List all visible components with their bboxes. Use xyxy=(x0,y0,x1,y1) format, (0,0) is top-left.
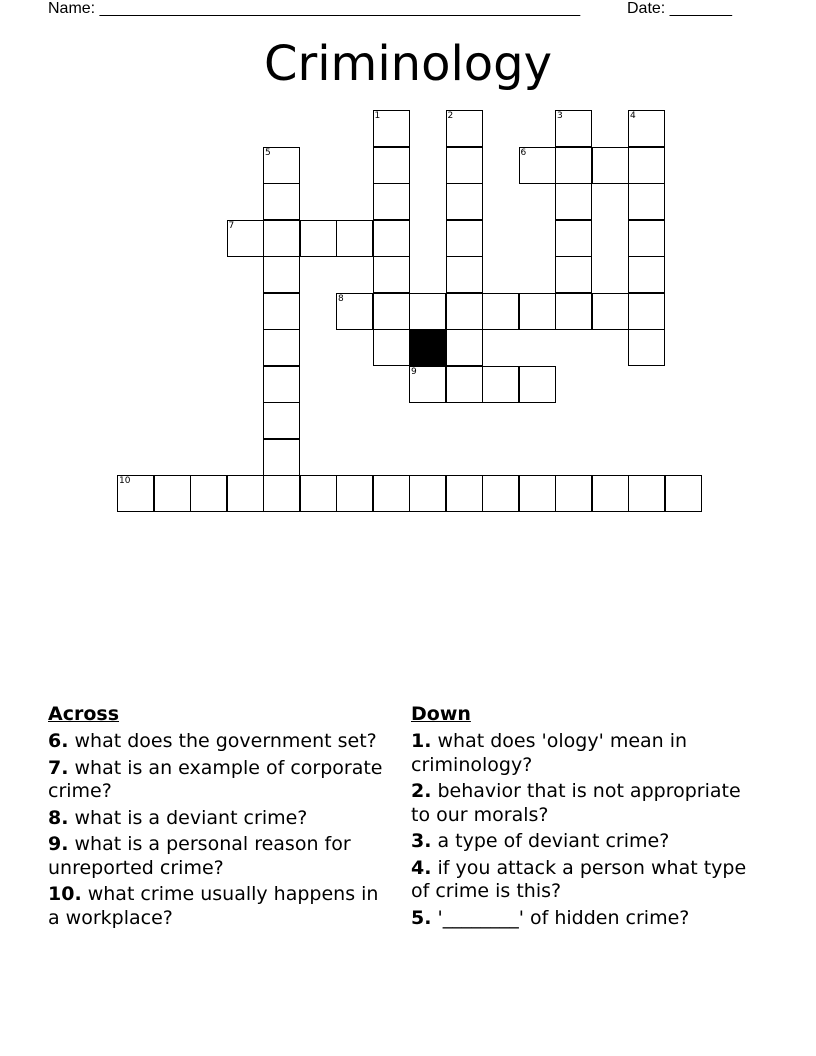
cell-number: 3 xyxy=(557,111,563,121)
crossword-cell[interactable] xyxy=(190,475,227,512)
clue-number: 7. xyxy=(48,756,69,779)
crossword-cell[interactable] xyxy=(227,220,264,257)
crossword-cell[interactable] xyxy=(628,256,665,293)
crossword-cell[interactable] xyxy=(373,147,410,184)
crossword-cell[interactable] xyxy=(263,439,300,476)
cell-number: 10 xyxy=(119,476,131,486)
clue-number: 6. xyxy=(48,730,69,752)
clue-number: 9. xyxy=(48,833,69,855)
across-clues xyxy=(48,703,393,933)
crossword-cell[interactable] xyxy=(519,147,556,184)
crossword-cell[interactable] xyxy=(628,475,665,512)
crossword-block xyxy=(409,329,446,366)
clue-number: 2. xyxy=(411,780,432,802)
clue-number: 3. xyxy=(411,830,432,852)
crossword-cell[interactable] xyxy=(373,110,410,147)
crossword-cell[interactable] xyxy=(628,183,665,220)
cell-number: 9 xyxy=(411,366,417,377)
crossword-cell[interactable] xyxy=(555,475,592,512)
crossword-cell[interactable] xyxy=(482,366,519,403)
clue-across xyxy=(48,883,393,930)
crossword-cell[interactable] xyxy=(373,475,410,512)
crossword-cell[interactable] xyxy=(592,475,629,512)
clue-number: 10. xyxy=(48,883,82,905)
crossword-cell[interactable] xyxy=(227,475,264,512)
clue-text: '________' of hidden crime? xyxy=(437,906,690,929)
clue-down xyxy=(411,857,751,904)
crossword-cell[interactable] xyxy=(446,329,483,366)
crossword-cell[interactable] xyxy=(300,220,337,257)
name-field[interactable]: Name: ______________________________________________________ xyxy=(48,0,581,17)
crossword-cell[interactable] xyxy=(154,475,191,512)
crossword-cell[interactable] xyxy=(482,475,519,512)
crossword-cell[interactable] xyxy=(628,329,665,366)
crossword-cell[interactable] xyxy=(446,110,483,147)
crossword-cell[interactable] xyxy=(555,256,592,293)
crossword-cell[interactable] xyxy=(373,220,410,257)
cell-number: 1 xyxy=(374,111,381,121)
crossword-cell[interactable] xyxy=(263,329,300,366)
crossword-cell[interactable] xyxy=(336,220,373,257)
clue-text: what is a personal reason for unreported crime? xyxy=(48,833,351,879)
clue-across xyxy=(48,833,393,880)
crossword-cell[interactable] xyxy=(555,147,592,184)
across-heading: Across xyxy=(48,703,120,725)
crossword-cell[interactable] xyxy=(263,147,300,184)
crossword-cell[interactable] xyxy=(519,475,556,512)
crossword-cell[interactable] xyxy=(373,293,410,330)
crossword-cell[interactable] xyxy=(446,220,483,257)
crossword-cell[interactable] xyxy=(446,366,483,403)
clue-down xyxy=(411,907,751,931)
crossword-cell[interactable] xyxy=(519,366,556,403)
crossword-cell[interactable] xyxy=(446,475,483,512)
clue-across xyxy=(48,730,393,754)
clue-across xyxy=(48,757,393,804)
clue-text: what is a deviant crime? xyxy=(74,806,308,829)
cell-number: 2 xyxy=(447,111,454,121)
crossword-cell[interactable] xyxy=(117,475,154,512)
cell-number: 7 xyxy=(228,220,235,231)
clue-number: 4. xyxy=(411,856,432,879)
crossword-cell[interactable] xyxy=(373,329,410,366)
crossword-cell[interactable] xyxy=(446,183,483,220)
crossword-cell[interactable] xyxy=(555,293,592,330)
clue-text: behavior that is not appropriate to our morals? xyxy=(411,780,741,826)
crossword-cell[interactable] xyxy=(592,293,629,330)
clue-text: what does the government set? xyxy=(74,730,377,752)
crossword-cell[interactable] xyxy=(628,293,665,330)
crossword-cell[interactable] xyxy=(263,256,300,293)
clue-down xyxy=(411,730,751,777)
clue-text: what is an example of corporate crime? xyxy=(48,756,383,802)
crossword-cell[interactable] xyxy=(263,183,300,220)
clue-number: 8. xyxy=(48,806,69,829)
down-clues xyxy=(411,703,751,933)
clue-across xyxy=(48,807,393,831)
crossword-cell[interactable] xyxy=(446,147,483,184)
clue-down xyxy=(411,780,751,827)
crossword-cell[interactable] xyxy=(555,183,592,220)
cell-number: 4 xyxy=(630,111,636,121)
clue-number: 5. xyxy=(411,906,432,929)
crossword-cell[interactable] xyxy=(519,293,556,330)
crossword-cell[interactable] xyxy=(665,475,702,512)
cell-number: 8 xyxy=(338,293,344,304)
crossword-cell[interactable] xyxy=(263,293,300,330)
crossword-cell[interactable] xyxy=(263,402,300,439)
clue-text: a type of deviant crime? xyxy=(437,830,670,852)
crossword-cell[interactable] xyxy=(628,110,665,147)
down-heading: Down xyxy=(411,703,471,725)
cell-number: 6 xyxy=(520,147,527,158)
crossword-cell[interactable] xyxy=(263,220,300,257)
crossword-cell[interactable] xyxy=(446,293,483,330)
crossword-cell[interactable] xyxy=(263,366,300,403)
crossword-cell[interactable] xyxy=(628,220,665,257)
crossword-cell[interactable] xyxy=(373,183,410,220)
crossword-cell[interactable] xyxy=(409,293,446,330)
crossword-cell[interactable] xyxy=(628,147,665,184)
crossword-cell[interactable] xyxy=(409,475,446,512)
clue-text: what crime usually happens in a workplace? xyxy=(48,883,379,929)
crossword-cell[interactable] xyxy=(373,256,410,293)
crossword-cell[interactable] xyxy=(300,475,337,512)
crossword-cell[interactable] xyxy=(555,110,592,147)
crossword-cell[interactable] xyxy=(336,475,373,512)
crossword-cell[interactable] xyxy=(482,293,519,330)
date-field[interactable]: Date: _______ xyxy=(627,0,732,17)
crossword-cell[interactable] xyxy=(409,366,446,403)
clue-text: if you attack a person what type of crime is this? xyxy=(411,856,747,902)
clue-number: 1. xyxy=(411,730,432,752)
page-title: Criminology xyxy=(263,36,553,92)
crossword-cell[interactable] xyxy=(592,147,629,184)
crossword-cell[interactable] xyxy=(446,256,483,293)
crossword-cell[interactable] xyxy=(263,475,300,512)
crossword-cell[interactable] xyxy=(555,220,592,257)
clue-down xyxy=(411,830,751,854)
cell-number: 5 xyxy=(265,147,271,158)
crossword-cell[interactable] xyxy=(336,293,373,330)
clue-text: what does 'ology' mean in criminology? xyxy=(411,730,688,776)
